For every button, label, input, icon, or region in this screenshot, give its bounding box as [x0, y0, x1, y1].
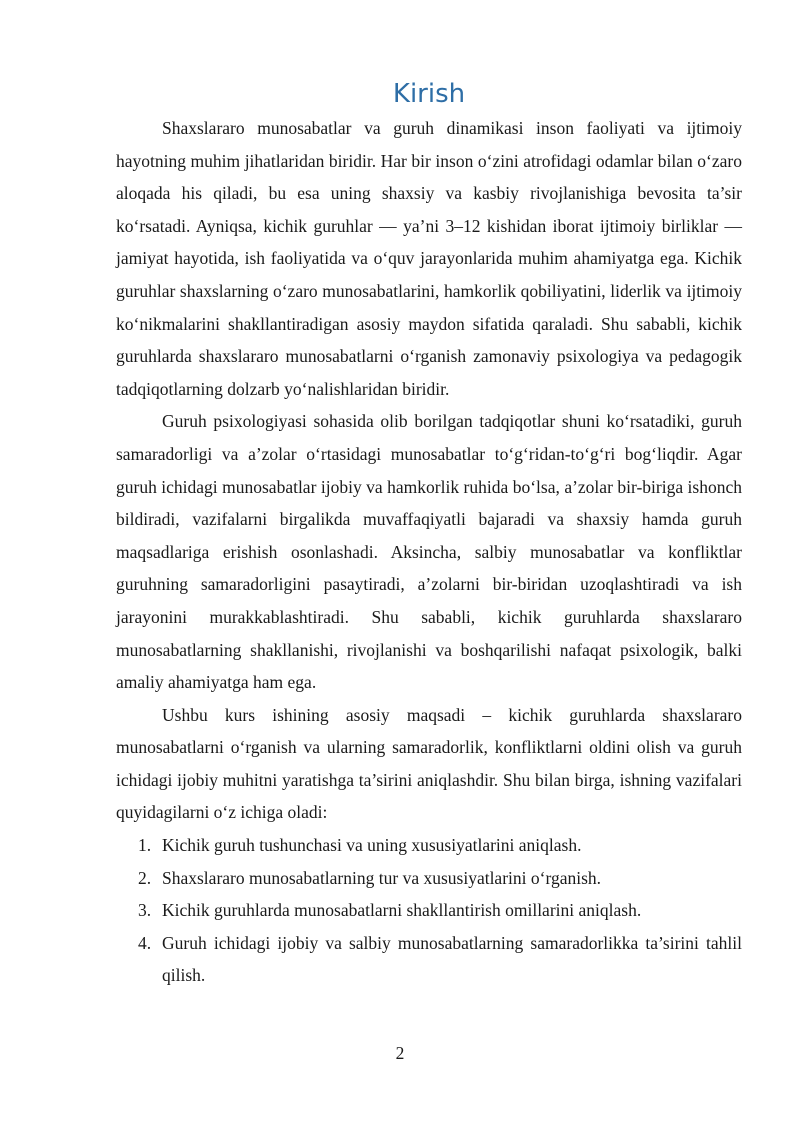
paragraph-2: Guruh psixologiyasi sohasida olib borilgan tadqiqotlar shuni ko‘rsatadiki, guruh samaradorligi va a’zolar o‘rtasidagi munosabatlar to‘g‘ridan-to‘g‘ri bog‘liqdir. Agar guruh ichidagi munosabatlar ijobiy va hamkorlik ruhida bo‘lsa, a’zolar bir-biriga ishonch bildiradi, vazifalarni birgalikda muvaffaqiyatli bajaradi va shaxsiy hamda guruh maqsadlariga erishish osonlashadi. Aksincha, salbiy munosabatlar va konfliktlar guruhning samaradorligini pasaytiradi, a’zolarni bir-biridan uzoqlashtiradi va ish jarayonini murakkablashtiradi. Shu sababli, kichik guruhlarda shaxslararo munosabatlarning shakllanishi, rivojlanishi va boshqarilishi nafaqat psixologik, balki amaliy ahamiyatga ham ega. [116, 411, 742, 693]
task-list [116, 829, 742, 992]
list-item-number: 1. [138, 835, 152, 856]
paragraph-3: Ushbu kurs ishining asosiy maqsadi – kichik guruhlarda shaxslararo munosabatlarni o‘rganish va ularning samaradorlik, konfliktlarni oldini olish va guruh ichidagi ijobiy muhitni yaratishga ta’sirini aniqlashdir. Shu bilan birga, ishning vazifalari quyidagilarni o‘z ichiga oladi: [116, 704, 742, 823]
list-item [116, 829, 742, 862]
list-item [116, 862, 742, 895]
paragraph-1: Shaxslararo munosabatlar va guruh dinamikasi inson faoliyati va ijtimoiy hayotning muhim jihatlaridan biridir. Har bir inson o‘zini atrofidagi odamlar bilan o‘zaro aloqada his qiladi, bu esa uning shaxsiy va kasbiy rivojlanishiga bevosita ta’sir ko‘rsatadi. Ayniqsa, kichik guruhlar — ya’ni 3–12 kishidan iborat ijtimoiy birliklar — jamiyat hayotida, ish faoliyatida va o‘quv jarayonlarida muhim ahamiyatga ega. Kichik guruhlar shaxslarning o‘zaro munosabatlarini, hamkorlik qobiliyatini, liderlik va ijtimoiy ko‘nikmalarini shakllantiradigan asosiy maydon sifatida qaraladi. Shu sababli, kichik guruhlarda shaxslararo munosabatlarni o‘rganish zamonaviy psixologiya va pedagogik tadqiqotlarning dolzarb yo‘nalishlaridan biridir. [116, 118, 742, 399]
page-number: 2 [395, 1043, 405, 1063]
list-item-text: Guruh ichidagi ijobiy va salbiy munosabatlarning samaradorlikka ta’sirini tahlil qilish. [162, 932, 742, 986]
list-item-text: Kichik guruhlarda munosabatlarni shakllantirish omillarini aniqlash. [162, 900, 642, 921]
page-title: Kirish [392, 79, 466, 109]
list-item [116, 894, 742, 927]
list-item [116, 927, 742, 992]
list-item-number: 3. [138, 900, 152, 921]
list-item-text: Shaxslararo munosabatlarning tur va xususiyatlarini o‘rganish. [162, 867, 602, 888]
list-item-text: Kichik guruh tushunchasi va uning xususiyatlarini aniqlash. [162, 835, 582, 856]
list-item-number: 4. [138, 932, 152, 953]
list-item-number: 2. [138, 867, 152, 888]
